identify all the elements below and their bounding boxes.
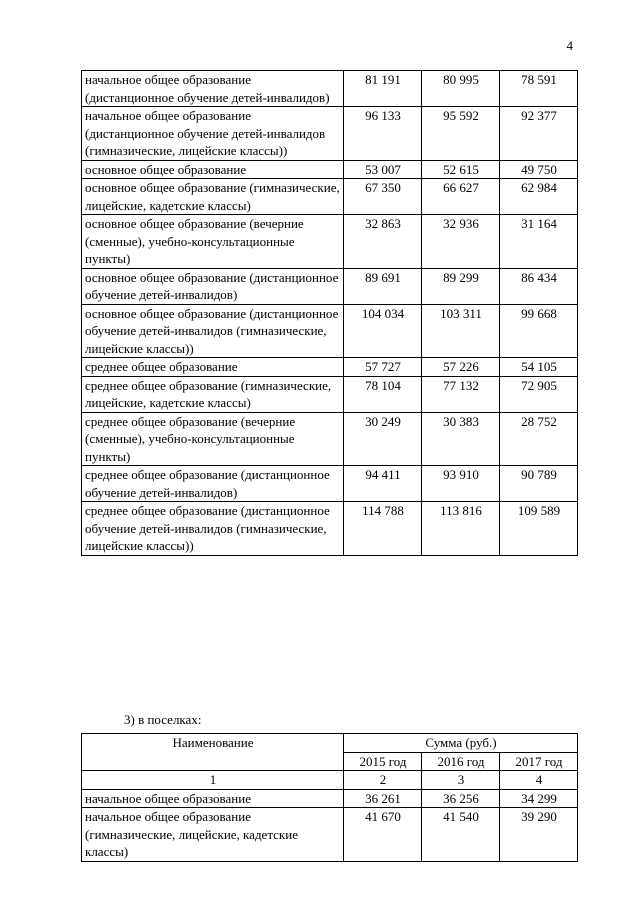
value-2016-cell: 95 592 (422, 107, 500, 161)
table-row (82, 466, 578, 502)
section-label-settlements: 3) в поселках: (124, 712, 202, 727)
table-row (82, 107, 578, 161)
table-row (82, 808, 578, 862)
value-2017-cell: 54 105 (500, 358, 578, 377)
value-2017-cell: 72 905 (500, 376, 578, 412)
settlements-table-body (82, 789, 578, 861)
table-row (82, 71, 578, 107)
table-row (82, 268, 578, 304)
row-name-cell: начальное общее образование (дистанционное обучение детей-инвалидов (гимназические, лицейские классы)) (82, 107, 344, 161)
value-2017-cell: 49 750 (500, 160, 578, 179)
row-name-cell: среднее общее образование (гимназические, лицейские, кадетские классы) (82, 376, 344, 412)
value-2015-cell: 78 104 (344, 376, 422, 412)
funding-table-body (82, 71, 578, 556)
value-2017-cell: 31 164 (500, 215, 578, 269)
row-name-cell: основное общее образование (вечерние (сменные), учебно-консультационные пункты) (82, 215, 344, 269)
row-name-cell: начальное общее образование (82, 789, 344, 808)
table-row (82, 358, 578, 377)
settlements-funding-table (81, 733, 578, 862)
value-2017-cell: 62 984 (500, 179, 578, 215)
value-2015-cell: 94 411 (344, 466, 422, 502)
table-header-row (82, 734, 578, 753)
value-2016-cell: 89 299 (422, 268, 500, 304)
value-2016-cell: 66 627 (422, 179, 500, 215)
header-year-2015: 2015 год (344, 752, 422, 771)
value-2016-cell: 57 226 (422, 358, 500, 377)
value-2015-cell: 57 727 (344, 358, 422, 377)
table-row (82, 215, 578, 269)
value-2015-cell: 114 788 (344, 502, 422, 556)
table-column-numbers-row (82, 771, 578, 790)
table-row (82, 304, 578, 358)
value-2016-cell: 103 311 (422, 304, 500, 358)
value-2017-cell: 90 789 (500, 466, 578, 502)
value-2015-cell: 96 133 (344, 107, 422, 161)
value-2016-cell: 36 256 (422, 789, 500, 808)
table-row (82, 376, 578, 412)
row-name-cell: основное общее образование (гимназические, лицейские, кадетские классы) (82, 179, 344, 215)
value-2015-cell: 36 261 (344, 789, 422, 808)
value-2015-cell: 81 191 (344, 71, 422, 107)
row-name-cell: среднее общее образование (82, 358, 344, 377)
row-name-cell: среднее общее образование (дистанционное обучение детей-инвалидов (гимназические, лицейские классы)) (82, 502, 344, 556)
value-2015-cell: 30 249 (344, 412, 422, 466)
value-2016-cell: 41 540 (422, 808, 500, 862)
column-number-2: 2 (344, 771, 422, 790)
value-2016-cell: 30 383 (422, 412, 500, 466)
row-name-cell: основное общее образование (дистанционное обучение детей-инвалидов) (82, 268, 344, 304)
value-2015-cell: 53 007 (344, 160, 422, 179)
header-year-2017: 2017 год (500, 752, 578, 771)
page-number: 4 (566, 38, 573, 53)
value-2016-cell: 77 132 (422, 376, 500, 412)
header-name-cell: Наименование (82, 734, 344, 771)
value-2016-cell: 113 816 (422, 502, 500, 556)
table-row (82, 160, 578, 179)
value-2017-cell: 39 290 (500, 808, 578, 862)
table-row (82, 789, 578, 808)
table-row (82, 502, 578, 556)
row-name-cell: среднее общее образование (вечерние (сменные), учебно-консультационные пункты) (82, 412, 344, 466)
value-2017-cell: 28 752 (500, 412, 578, 466)
funding-table-continued (81, 70, 578, 556)
value-2017-cell: 92 377 (500, 107, 578, 161)
value-2015-cell: 41 670 (344, 808, 422, 862)
value-2017-cell: 78 591 (500, 71, 578, 107)
table-row (82, 412, 578, 466)
value-2015-cell: 67 350 (344, 179, 422, 215)
row-name-cell: начальное общее образование (гимназические, лицейские, кадетские классы) (82, 808, 344, 862)
value-2016-cell: 32 936 (422, 215, 500, 269)
value-2015-cell: 104 034 (344, 304, 422, 358)
row-name-cell: основное общее образование (82, 160, 344, 179)
value-2016-cell: 80 995 (422, 71, 500, 107)
header-sum-cell: Сумма (руб.) (344, 734, 578, 753)
table-row (82, 179, 578, 215)
value-2017-cell: 109 589 (500, 502, 578, 556)
column-number-4: 4 (500, 771, 578, 790)
value-2015-cell: 89 691 (344, 268, 422, 304)
value-2015-cell: 32 863 (344, 215, 422, 269)
value-2017-cell: 34 299 (500, 789, 578, 808)
value-2017-cell: 86 434 (500, 268, 578, 304)
value-2016-cell: 52 615 (422, 160, 500, 179)
row-name-cell: начальное общее образование (дистанционное обучение детей-инвалидов) (82, 71, 344, 107)
row-name-cell: основное общее образование (дистанционное обучение детей-инвалидов (гимназические, лицейские классы)) (82, 304, 344, 358)
column-number-3: 3 (422, 771, 500, 790)
value-2017-cell: 99 668 (500, 304, 578, 358)
column-number-1: 1 (82, 771, 344, 790)
header-year-2016: 2016 год (422, 752, 500, 771)
row-name-cell: среднее общее образование (дистанционное обучение детей-инвалидов) (82, 466, 344, 502)
value-2016-cell: 93 910 (422, 466, 500, 502)
